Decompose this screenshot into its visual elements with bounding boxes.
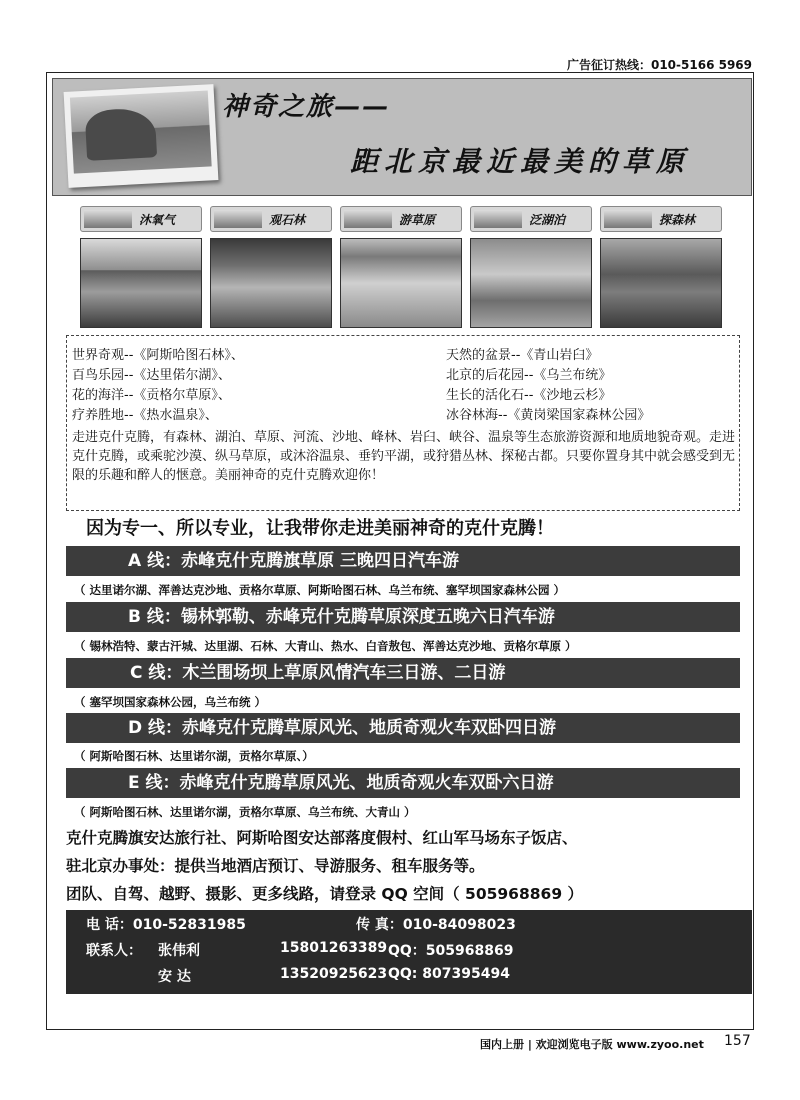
agency-line: 团队、自驾、越野、摄影、更多线路，请登录 QQ 空间（ 505968869 ） <box>66 885 584 903</box>
route-d-title: D 线：赤峰克什克腾草原风光、地质奇观火车双卧四日游 <box>66 713 740 743</box>
attraction-item: 疗养胜地--《热水温泉》、 <box>72 408 218 423</box>
attraction-item: 百鸟乐园--《达里偌尔湖》、 <box>72 368 231 383</box>
attraction-item: 花的海洋--《贡格尔草原》、 <box>72 388 231 403</box>
contact-panel <box>66 910 752 994</box>
route-e-title: E 线：赤峰克什克腾草原风光、地质奇观火车双卧六日游 <box>66 768 740 798</box>
agency-line: 驻北京办事处：提供当地酒店预订、导游服务、租车服务等。 <box>66 857 485 875</box>
ad-hotline: 广告征订热线：010-5166 5969 <box>566 58 752 72</box>
photo-stone-forest <box>210 238 332 328</box>
attraction-item: 北京的后花园--《乌兰布统》 <box>446 368 612 383</box>
footer-text: 国内上册 | 欢迎浏览电子版 www.zyoo.net <box>480 1038 704 1051</box>
route-e-stops: （ 阿斯哈图石林、达里诺尔湖，贡格尔草原、乌兰布统、大青山 ） <box>74 805 416 819</box>
route-d-stops: （ 阿斯哈图石林、达里诺尔湖，贡格尔草原、） <box>74 749 314 763</box>
page-title-line2: 距北京最近最美的草原 <box>350 145 691 178</box>
route-c-stops: （ 塞罕坝国家森林公园，乌兰布统 ） <box>74 695 267 709</box>
attraction-item: 天然的盆景--《青山岩臼》 <box>446 348 599 363</box>
phone-number: 电 话：010-52831985 <box>86 917 246 933</box>
photo-prairie <box>340 238 462 328</box>
contact-mobile: 13520925623 <box>280 966 388 982</box>
contact-person-label: 联系人： <box>86 943 142 959</box>
contact-person-name: 张伟利 <box>158 943 200 959</box>
agency-line: 克什克腾旗安达旅行社、阿斯哈图安达部落度假村、红山军马场东子饭店、 <box>66 829 578 847</box>
attraction-item: 世界奇观--《阿斯哈图石林》、 <box>72 348 244 363</box>
route-a-stops: （ 达里诺尔湖、浑善达克沙地、贡格尔草原、阿斯哈图石林、乌兰布统、塞罕坝国家森林公园 ） <box>74 583 566 597</box>
attraction-item: 生长的活化石--《沙地云杉》 <box>446 388 612 403</box>
slogan: 因为专一、所以专业，让我带你走进美丽神奇的克什克腾！ <box>86 518 554 539</box>
feature-tag: 观石林 <box>210 206 332 232</box>
feature-tag: 泛湖泊 <box>470 206 592 232</box>
intro-paragraph: 走进克什克腾，有森林、湖泊、草原、河流、沙地、峰林、岩臼、峡谷、温泉等生态旅游资源和地质地貌奇观。走进克什克腾，或乘驼沙漠、纵马草原，或沐浴温泉、垂钓平湖，或狩猎丛林、探秘古都。只要你置身其中就会感受到无限的乐趣和醉人的惬意。美丽神奇的克什克腾欢迎你！ <box>72 430 736 483</box>
feature-tag: 沐氧气 <box>80 206 202 232</box>
photo-forest <box>600 238 722 328</box>
route-b-stops: （ 锡林浩特、蒙古汗城、达里湖、石林、大青山、热水、白音敖包、浑善达克沙地、贡格尔草原 ） <box>74 639 577 653</box>
photo-grassland <box>80 238 202 328</box>
contact-person-name: 安 达 <box>158 969 191 985</box>
route-c-title: C 线：木兰围场坝上草原风情汽车三日游、二日游 <box>66 658 740 688</box>
feature-tag: 游草原 <box>340 206 462 232</box>
attraction-item: 冰谷林海--《黄岗梁国家森林公园》 <box>446 408 651 423</box>
route-b-title: B 线：锡林郭勒、赤峰克什克腾草原深度五晚六日汽车游 <box>66 602 740 632</box>
contact-qq: QQ: 807395494 <box>388 966 510 982</box>
contact-qq: QQ：505968869 <box>388 943 514 959</box>
photo-lake-swan <box>470 238 592 328</box>
fax-number: 传 真：010-84098023 <box>356 917 516 933</box>
feature-tag: 探森林 <box>600 206 722 232</box>
contact-mobile: 15801263389 <box>280 940 388 956</box>
route-a-title: A 线：赤峰克什克腾旗草原 三晚四日汽车游 <box>66 546 740 576</box>
banner-photo <box>64 84 219 188</box>
page-number: 157 <box>724 1033 751 1049</box>
page-title-line1: 神奇之旅—— <box>222 92 391 122</box>
